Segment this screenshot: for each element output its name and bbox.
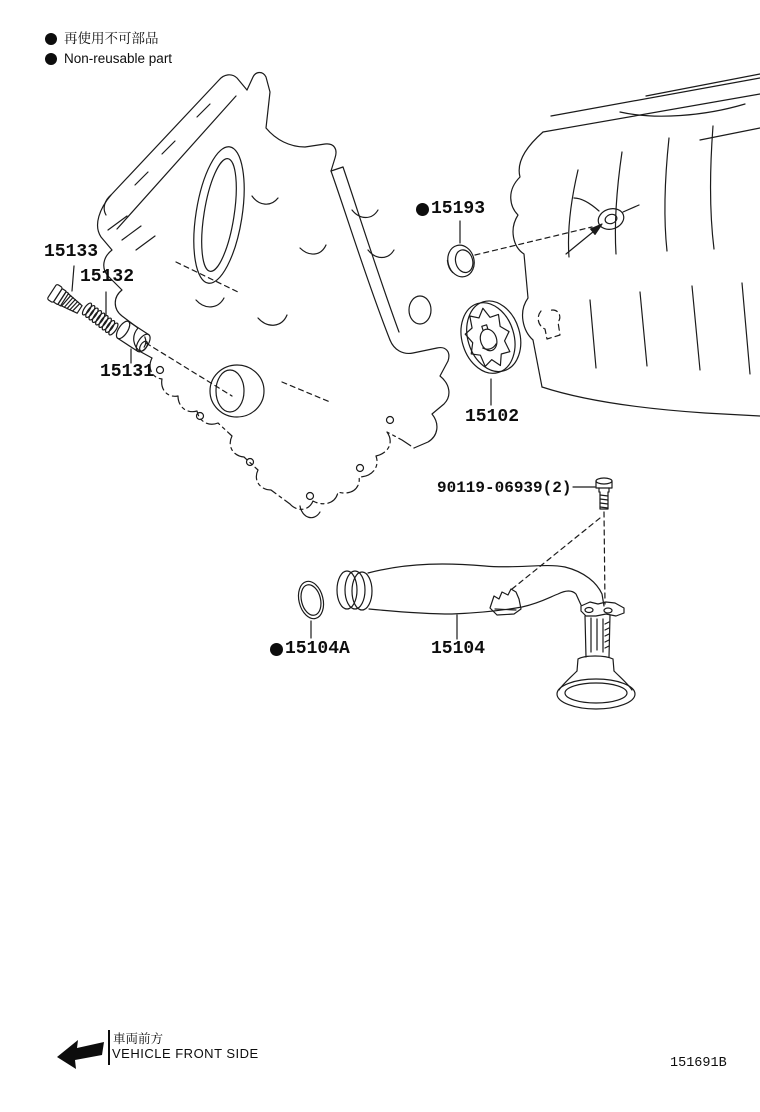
timing-cover-drawing [98, 73, 449, 518]
callout-15104A [270, 639, 350, 659]
oil-pump-rotor-drawing [453, 294, 530, 380]
non-reusable-icon [45, 33, 57, 45]
vehicle-front-arrow [57, 1040, 104, 1069]
callout-15193-text: 15193 [431, 199, 486, 219]
legend-non-reusable-jp [45, 31, 159, 47]
vehicle-front-label-jp: 車両前方 [113, 1032, 164, 1046]
legend-en-text: Non-reusable part [64, 51, 173, 66]
engine-block-drawing [511, 74, 760, 416]
callout-15102: 15102 [465, 407, 520, 427]
callout-15133: 15133 [44, 242, 99, 262]
leader-lines [72, 221, 605, 639]
footer-divider [108, 1030, 110, 1065]
callout-15104: 15104 [431, 639, 486, 659]
figure-code: 151691B [670, 1056, 727, 1071]
bolt-drawing [596, 478, 612, 509]
legend-non-reusable-en [45, 51, 172, 67]
relief-valve-plug-drawing [47, 284, 84, 317]
callout-15193 [416, 199, 485, 219]
callout-15104A-text: 15104A [285, 639, 350, 659]
non-reusable-icon [270, 643, 283, 656]
legend-jp-text: 再使用不可部品 [64, 31, 159, 46]
callout-15132: 15132 [80, 267, 135, 287]
oil-seal-drawing [444, 242, 478, 280]
vehicle-front-label-en: VEHICLE FRONT SIDE [112, 1046, 259, 1061]
oil-strainer-drawing [337, 564, 635, 709]
callout-90119-06939: 90119-06939(2) [437, 479, 572, 497]
non-reusable-icon [45, 53, 57, 65]
strainer-gasket-drawing [295, 579, 327, 622]
non-reusable-icon [416, 203, 429, 216]
callout-15131: 15131 [100, 362, 155, 382]
relief-valve-spring-drawing [81, 302, 120, 336]
